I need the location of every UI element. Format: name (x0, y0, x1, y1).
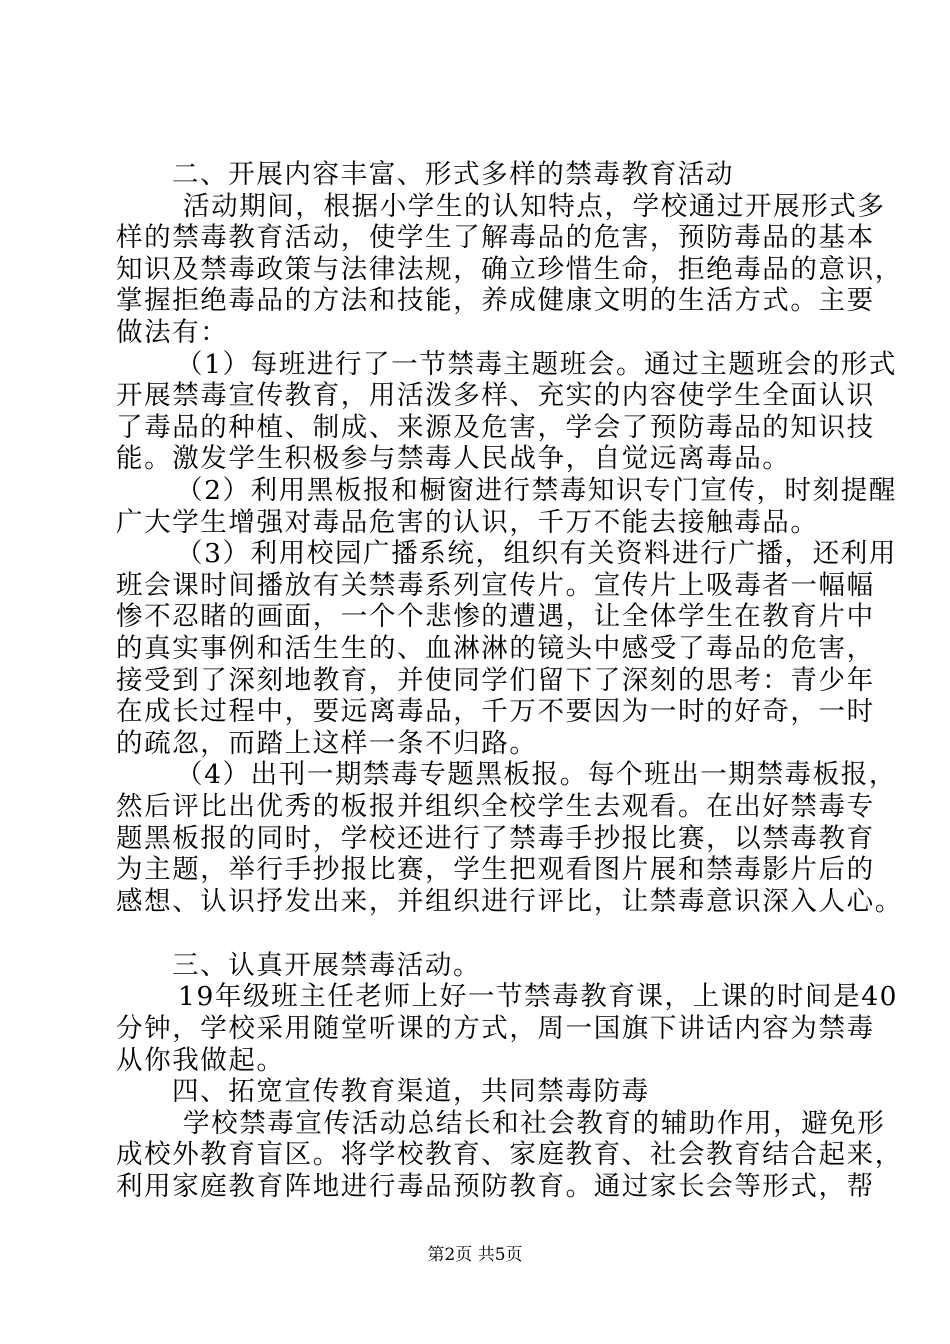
paragraph-line: 从你我做起。 (116, 1045, 285, 1076)
paragraph-line: 的真实事例和活生生的、血淋淋的镜头中感受了毒品的危害， (116, 633, 875, 664)
paragraph-line: 为主题，举行手抄报比赛，学生把观看图片展和禁毒影片后的 (116, 854, 875, 885)
paragraph-line: 在成长过程中，要远离毒品，千万不要因为一时的好奇，一时 (116, 696, 875, 727)
section-heading-3: 三、认真开展禁毒活动。 (172, 950, 482, 981)
page-number-footer: 第2页 共5页 (427, 1245, 523, 1265)
paragraph-line: 掌握拒绝毒品的方法和技能，养成健康文明的生活方式。主要 (116, 285, 875, 316)
paragraph-line: 分钟，学校采用随堂听课的方式，周一国旗下讲话内容为禁毒 (116, 1013, 875, 1044)
paragraph-line: 了毒品的种植、制成、来源及危害，学会了预防毒品的知识技 (116, 412, 875, 443)
paragraph-line: 感想、认识抒发出来，并组织进行评比，让禁毒意识深入人心。 (116, 886, 903, 917)
paragraph-line: 然后评比出优秀的板报并组织全校学生去观看。在出好禁毒专 (116, 791, 875, 822)
list-item-4: （4）出刊一期禁毒专题黑板报。每个班出一期禁毒板报， (176, 759, 897, 790)
paragraph-line: 题黑板报的同时，学校还进行了禁毒手抄报比赛，以禁毒教育 (116, 823, 875, 854)
paragraph-line: 成校外教育盲区。将学校教育、家庭教育、社会教育结合起来， (116, 1139, 903, 1170)
paragraph-line: 惨不忍睹的画面，一个个悲惨的遭遇，让全体学生在教育片中 (116, 601, 875, 632)
paragraph-line: 做法有： (116, 317, 229, 348)
paragraph-line: 知识及禁毒政策与法律法规，确立珍惜生命，拒绝毒品的意识， (116, 254, 903, 285)
section-heading-4: 四、拓宽宣传教育渠道，共同禁毒防毒 (172, 1076, 650, 1107)
section-heading-2: 二、开展内容丰富、形式多样的禁毒教育活动 (172, 159, 734, 190)
paragraph-line: 接受到了深刻地教育，并使同学们留下了深刻的思考：青少年 (116, 665, 875, 696)
paragraph-line: 开展禁毒宣传教育，用活泼多样、充实的内容使学生全面认识 (116, 380, 875, 411)
paragraph-line: 样的禁毒教育活动，使学生了解毒品的危害，预防毒品的基本 (116, 222, 875, 253)
paragraph-line: 利用家庭教育阵地进行毒品预防教育。通过家长会等形式，帮 (116, 1171, 875, 1202)
paragraph-line: 的疏忽，而踏上这样一条不归路。 (116, 728, 538, 759)
paragraph-line: 活动期间，根据小学生的认知特点，学校通过开展形式多 (183, 191, 886, 222)
list-item-1: （1）每班进行了一节禁毒主题班会。通过主题班会的形式 (176, 349, 897, 380)
list-item-3: （3）利用校园广播系统，组织有关资料进行广播，还利用 (176, 538, 897, 569)
paragraph-line: 班会课时间播放有关禁毒系列宣传片。宣传片上吸毒者一幅幅 (116, 570, 875, 601)
paragraph-line: 能。激发学生积极参与禁毒人民战争，自觉远离毒品。 (116, 443, 791, 474)
list-item-2: （2）利用黑板报和橱窗进行禁毒知识专门宣传，时刻提醒 (176, 475, 897, 506)
paragraph-line: 19年级班主任老师上好一节禁毒教育课，上课的时间是40 (178, 981, 899, 1012)
paragraph-line: 学校禁毒宣传活动总结长和社会教育的辅助作用，避免形 (183, 1108, 886, 1139)
paragraph-line: 广大学生增强对毒品危害的认识，千万不能去接触毒品。 (116, 507, 819, 538)
